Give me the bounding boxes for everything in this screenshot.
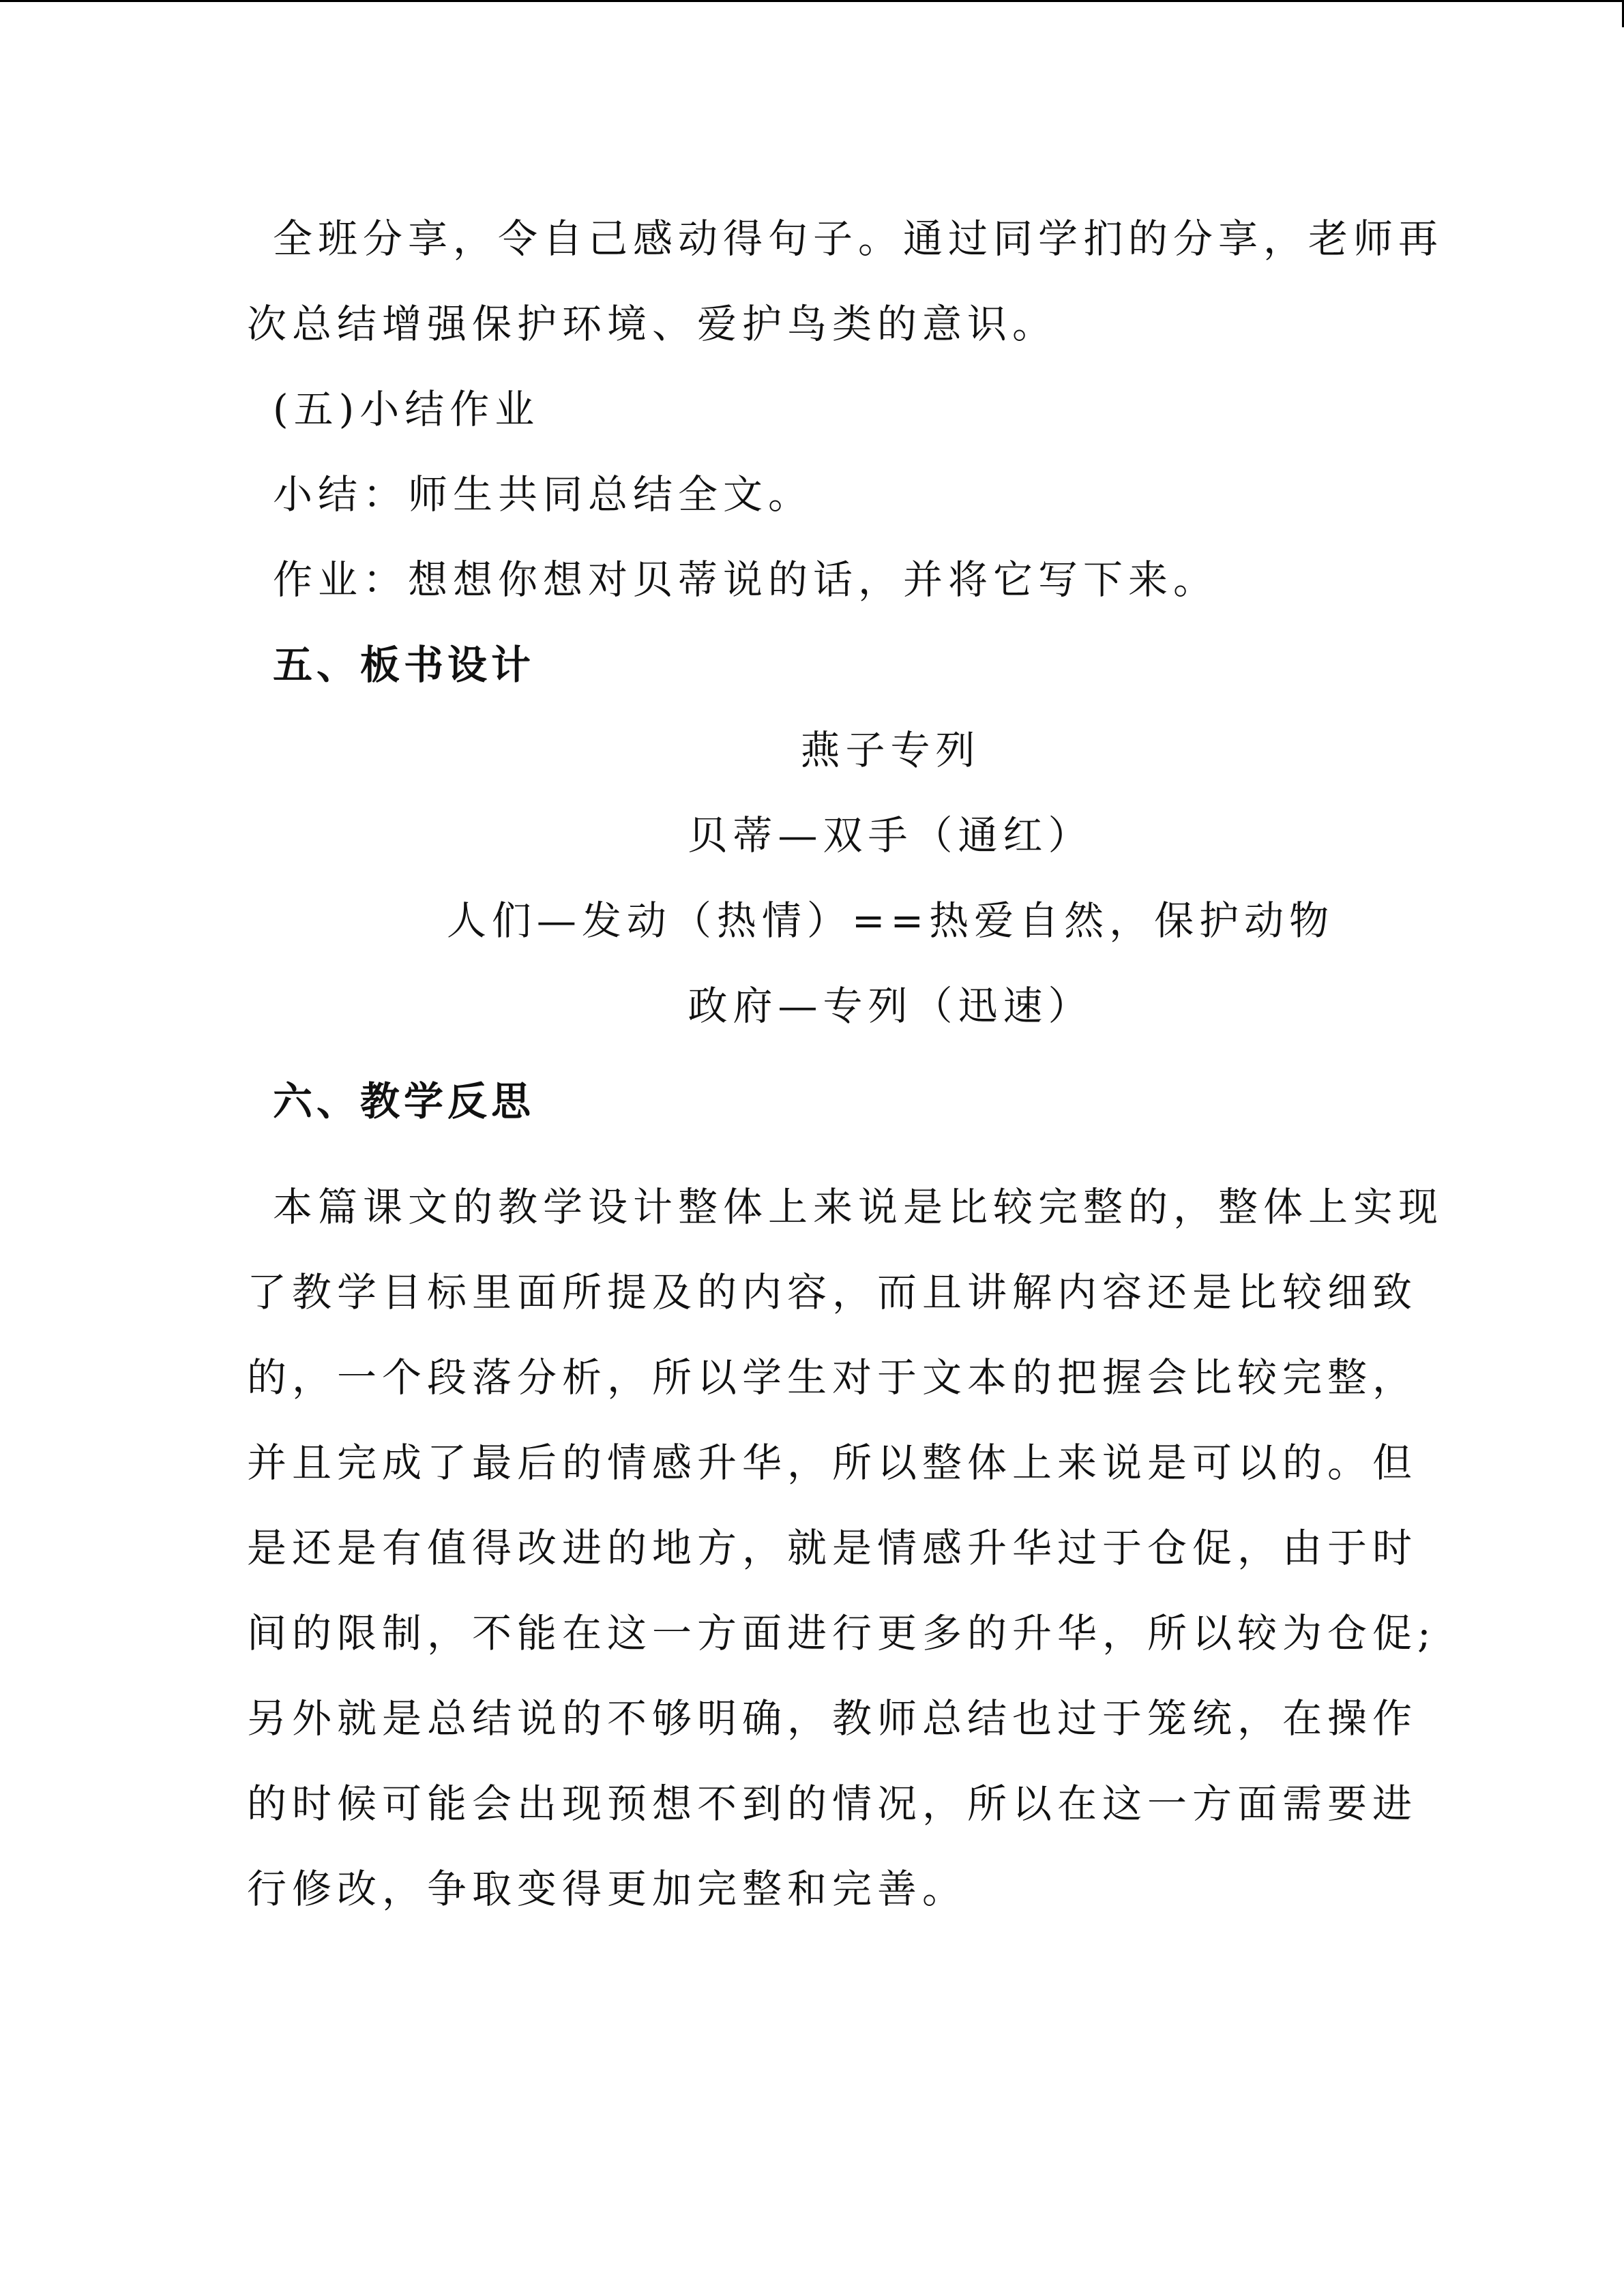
section-heading-reflection: 六、教学反思 [273,1078,535,1124]
reflection-line: 间的限制，不能在这一方面进行更多的升华，所以较为仓促; [247,1610,1436,1656]
reflection-line: 了教学目标里面所提及的内容，而且讲解内容还是比较细致 [247,1269,1418,1315]
summary-line: 小结：师生共同总结全文。 [273,471,814,518]
page-top-border [0,0,1624,2]
reflection-line: 并且完成了最后的情感升华，所以整体上来说是可以的。但 [247,1440,1418,1486]
board-line: 政府—专列（迅速） [688,983,1093,1029]
reflection-line: 本篇课文的教学设计整体上来说是比较完整的，整体上实现 [273,1184,1444,1230]
reflection-line: 是还是有值得改进的地方，就是情感升华过于仓促，由于时 [247,1525,1418,1571]
subsection-title: (五)小结作业 [273,386,540,432]
reflection-line: 的时候可能会出现预想不到的情况，所以在这一方面需要进 [247,1780,1418,1827]
reflection-line: 另外就是总结说的不够明确，教师总结也过于笼统，在操作 [247,1695,1418,1742]
board-title: 燕子专列 [800,727,981,773]
body-line: 次总结增强保护环境、爱护鸟类的意识。 [247,301,1058,347]
body-line: 全班分享，令自己感动得句子。通过同学扪的分享，老师再 [273,215,1444,262]
reflection-line: 行修改，争取变得更加完整和完善。 [247,1866,968,1912]
section-heading-board-design: 五、板书设计 [273,642,535,688]
reflection-line: 的，一个段落分析，所以学生对于文本的把握会比较完整， [247,1354,1418,1401]
board-line: 贝蒂—双手（通红） [688,812,1093,859]
board-line: 人们—发动（热情）==热爱自然，保护动物 [446,897,1335,944]
homework-line: 作业：想想你想对贝蒂说的话，并将它写下来。 [273,556,1219,603]
